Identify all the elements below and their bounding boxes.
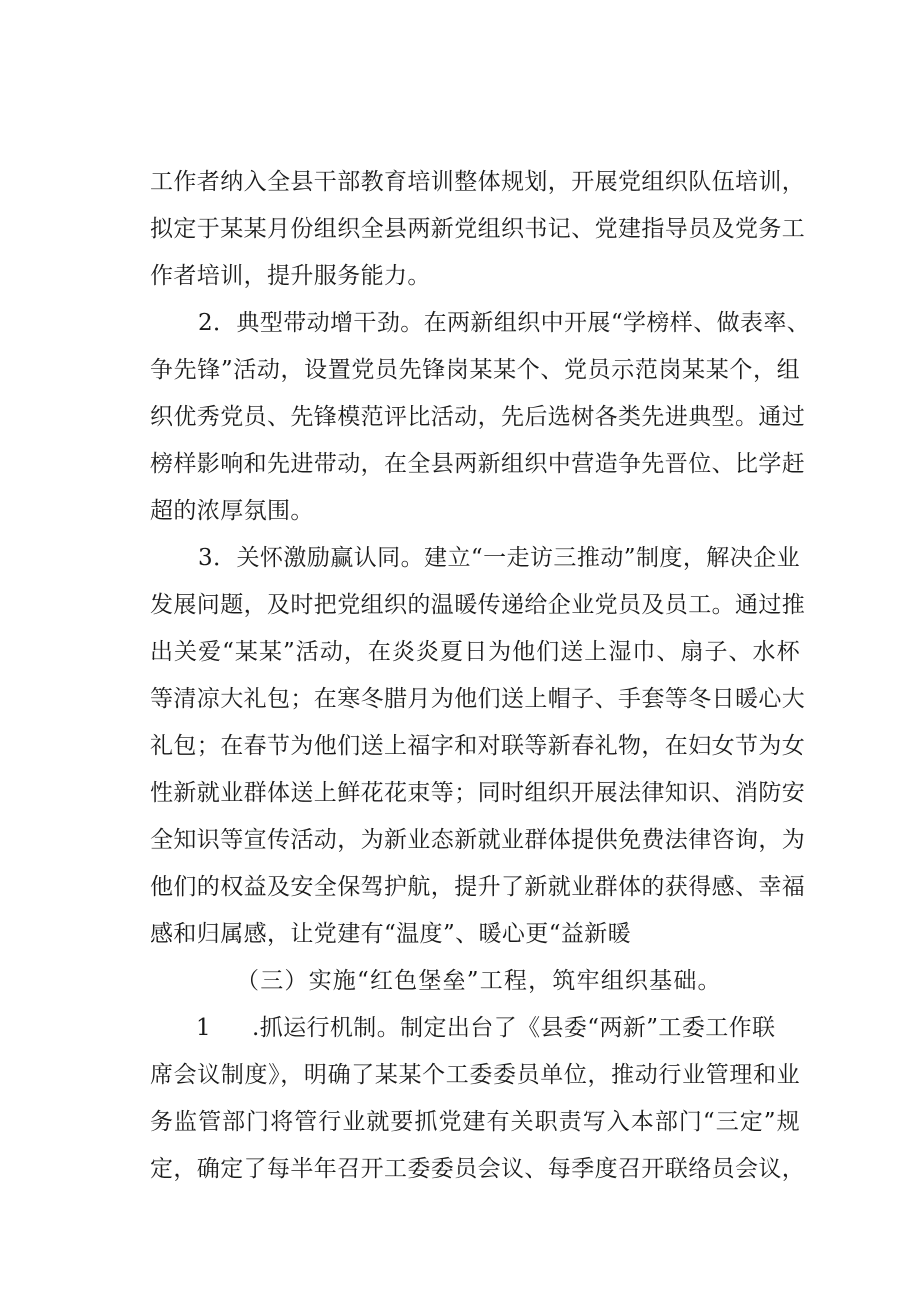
text-line: 席会议制度》，明确了某某个工委委员单位，推动行业管理和业	[150, 1062, 800, 1088]
text-line: 榜样影响和先进带动，在全县两新组织中营造争先晋位、比学赶	[150, 451, 806, 477]
text-line: 作者培训，提升服务能力。	[150, 263, 431, 289]
item-number: 1	[196, 1015, 212, 1041]
text-line: 争先锋”活动，设置党员先锋岗某某个、党员示范岗某某个，组	[150, 357, 800, 383]
text-line: 性新就业群体送上鲜花花束等；同时组织开展法律知识、消防安	[150, 780, 806, 806]
paragraph-first-line: 2．典型带动增干劲。在两新组织中开展“学榜样、做表率、	[198, 310, 811, 336]
text-line: 超的浓厚氛围。	[150, 498, 314, 524]
text-line: 拟定于某某月份组织全县两新党组织书记、党建指导员及党务工	[150, 216, 806, 242]
text-line: 礼包；在春节为他们送上福字和对联等新春礼物，在妇女节为女	[150, 733, 806, 759]
text-line: 发展问题，及时把党组织的温暖传递给企业党员及员工。通过推	[150, 592, 806, 618]
paragraph-first-line	[196, 1011, 800, 1045]
text-line: 等清凉大礼包；在寒冬腊月为他们送上帽子、手套等冬日暖心大	[150, 686, 806, 712]
text-line: 他们的权益及安全保驾护航，提升了新就业群体的获得感、幸福	[150, 874, 806, 900]
text-line: 定，确定了每半年召开工委委员会议、每季度召开联络员会议，	[150, 1156, 806, 1182]
section-heading: （三）实施“红色堡垒”工程，筑牢组织基础。	[236, 968, 722, 994]
text-line: 务监管部门将管行业就要抓党建有关职责写入本部门“三定”规	[150, 1109, 800, 1135]
item-text: .抓运行机制。制定出台了《县委“两新”工委工作联	[252, 1015, 776, 1041]
text-line: 织优秀党员、先锋模范评比活动，先后选树各类先进典型。通过	[150, 404, 806, 430]
text-line: 全知识等宣传活动，为新业态新就业群体提供免费法律咨询，为	[150, 827, 806, 853]
text-line: 出关爱“某某”活动，在炎炎夏日为他们送上湿巾、扇子、水杯	[150, 639, 800, 665]
text-line: 工作者纳入全县干部教育培训整体规划，开展党组织队伍培训，	[150, 169, 806, 195]
text-line: 感和归属感，让党建有“温度”、暖心更“益新暖	[150, 921, 632, 947]
paragraph-first-line: 3．关怀激励赢认同。建立“一走访三推动”制度，解决企业	[198, 545, 800, 571]
